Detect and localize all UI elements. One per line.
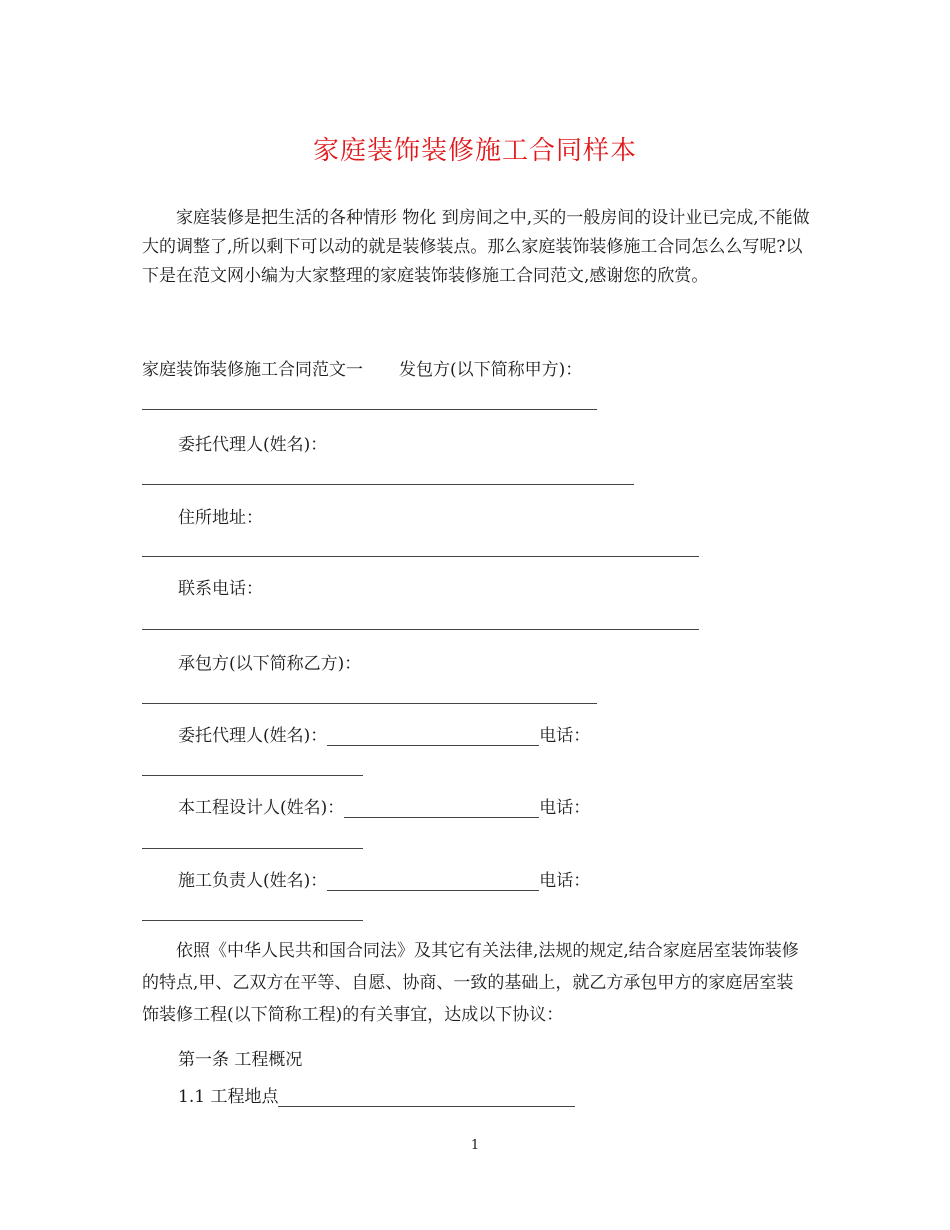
- supervisor-line: [178, 866, 590, 891]
- address-blank: [142, 556, 699, 557]
- contact-phone-blank: [142, 629, 699, 630]
- designer-label: 本工程设计人(姓名)：: [178, 798, 345, 818]
- item-1-1-line: [178, 1082, 575, 1107]
- sample-heading-line: [142, 355, 582, 380]
- designer-line: [178, 793, 590, 818]
- agent-b-blank: [327, 727, 539, 746]
- designer-blank: [344, 799, 539, 818]
- item-1-1-label: 1.1 工程地点: [178, 1087, 279, 1107]
- supervisor-label: 施工负责人(姓名)：: [178, 871, 328, 891]
- item-1-1-blank: [278, 1088, 575, 1107]
- agent-b-phone-blank: [142, 775, 363, 776]
- agent-a-label: 委托代理人(姓名)：: [178, 435, 328, 455]
- contact-phone-label: 联系电话：: [178, 579, 263, 599]
- article-1-heading: 第一条 工程概况: [178, 1050, 303, 1070]
- page-number: 1: [470, 1138, 480, 1153]
- agreement-paragraph: 依照《中华人民共和国合同法》及其它有关法律,法规的规定,结合家庭居室装饰装修的特点,甲、乙双方在平等、自愿、协商、一致的基础上，就乙方承包甲方的家庭居室装饰装修工程(以下简称工程)的有关事宜，达成以下协议：: [142, 941, 799, 1025]
- party-a-label: 发包方(以下简称甲方)：: [399, 360, 583, 380]
- party-b-blank: [142, 703, 597, 704]
- supervisor-phone-blank: [142, 920, 363, 921]
- agent-b-label: 委托代理人(姓名)：: [178, 726, 328, 746]
- intro-paragraph: 家庭装修是把生活的各种情形 物化 到房间之中,买的一般房间的设计业已完成,不能做大的调整了,所以剩下可以动的就是装修装点。那么家庭装饰装修施工合同怎么么写呢?以下是在范文网小编为大家整理的家庭装饰装修施工合同范文,感谢您的欣赏。: [142, 208, 810, 286]
- designer-phone-blank: [142, 848, 363, 849]
- document-title: 家庭装饰装修施工合同样本: [312, 136, 637, 166]
- supervisor-blank: [327, 872, 539, 891]
- designer-phone-label: 电话：: [539, 798, 591, 818]
- party-b-label: 承包方(以下简称乙方)：: [178, 654, 362, 674]
- agent-b-phone-label: 电话：: [539, 726, 591, 746]
- sample-heading: 家庭装饰装修施工合同范文一: [142, 360, 363, 380]
- address-label: 住所地址：: [178, 508, 263, 528]
- party-a-blank: [142, 409, 597, 410]
- agent-a-blank: [142, 484, 634, 485]
- agent-b-line: [178, 721, 590, 746]
- supervisor-phone-label: 电话：: [539, 871, 591, 891]
